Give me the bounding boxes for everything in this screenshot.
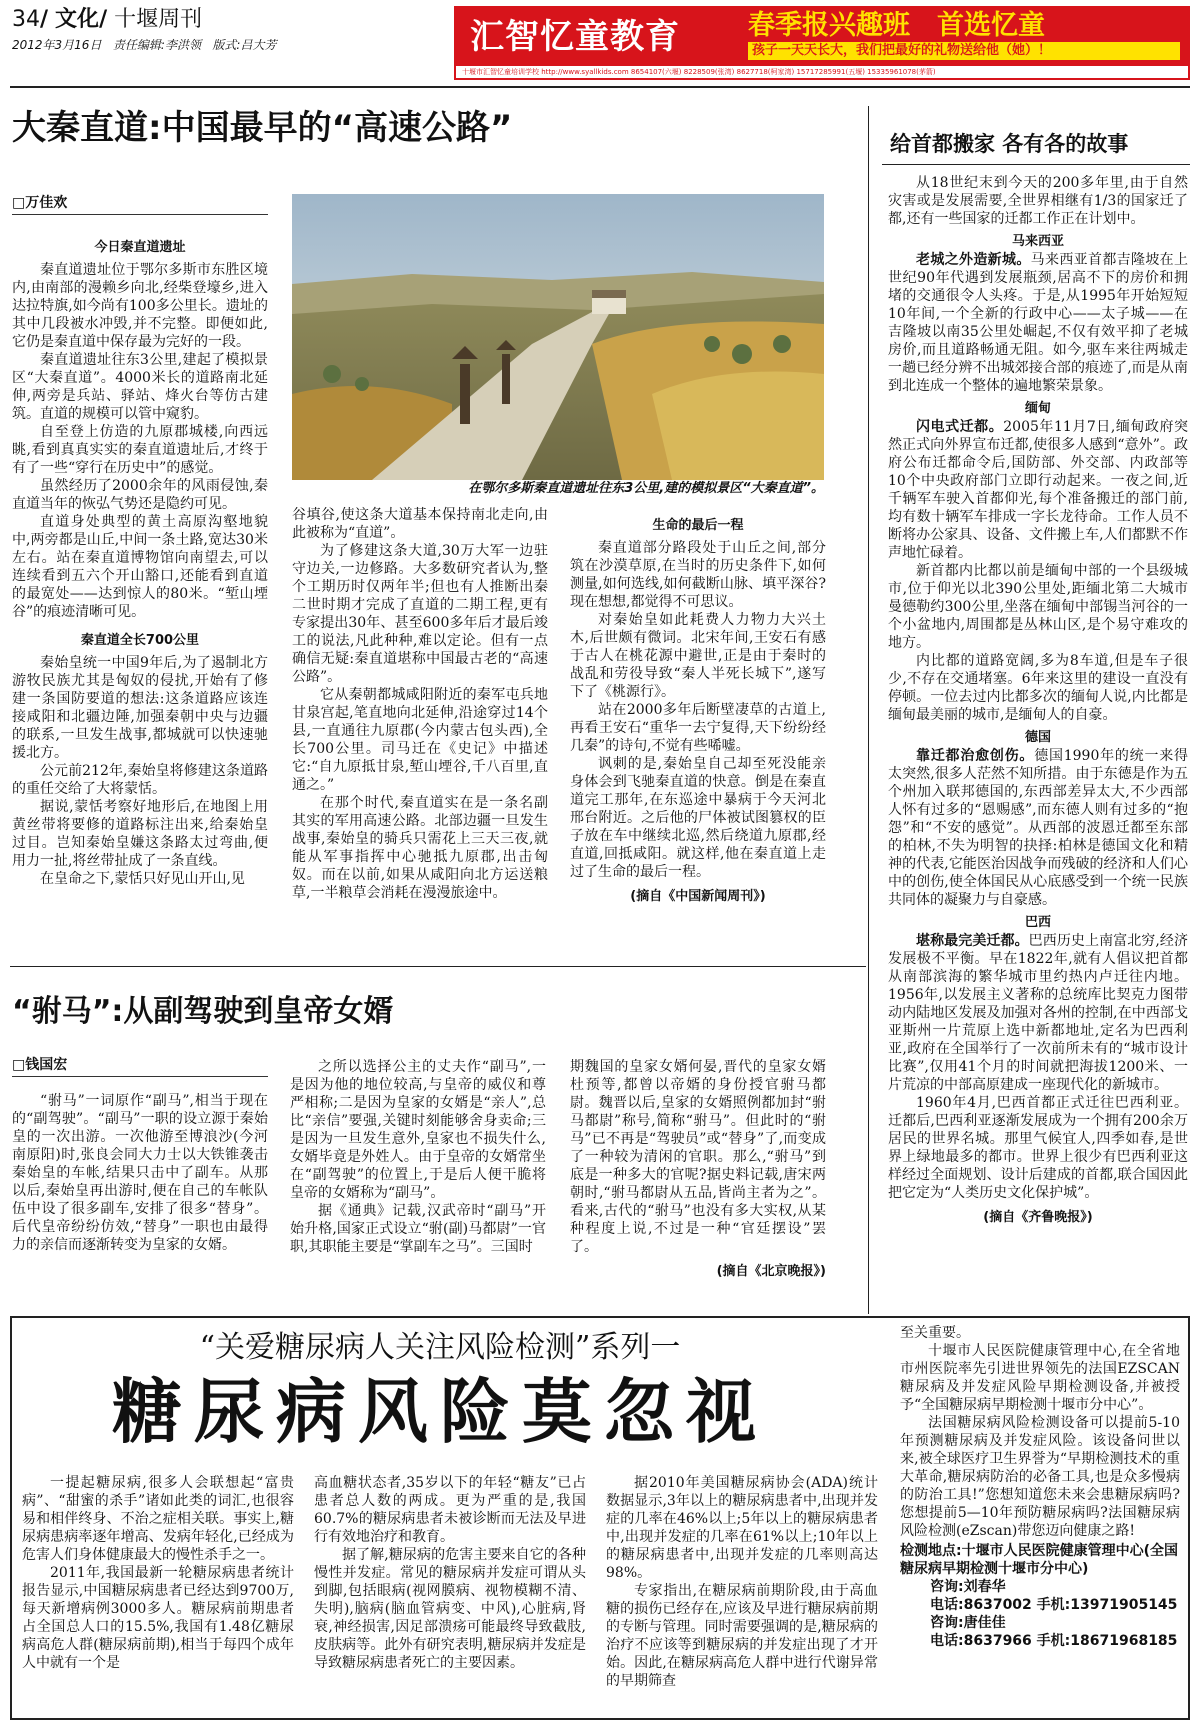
title-rule	[882, 164, 1190, 165]
section-name: 文化	[55, 7, 100, 32]
paragraph: 1960年4月,巴西首都正式迁往巴西利亚。迁都后,巴西利亚逐渐发展成为一个拥有200余万居民的世界名城。那里气候宜人,四季如春,是世界上绿地最多的都市。世界上很少有巴西利亚这样经过全面规划、设计后建成的首都,联合国因此把它定为“人类历史文化保护城”。	[888, 1095, 1188, 1201]
section-lead: 老城之外造新城。	[916, 252, 1031, 268]
paragraph: 2005年11月7日,缅甸政府突然正式向外界宣布迁都,使很多人感到“意外”。政府公布迁都命令后,国防部、外交部、内政部等10个中央政府部门立即行动起来。一夜之间,近千辆军车驶入首都仰光,每个准备搬迁的部门前,均有数十辆军车排成一字长龙待命。工作人员不断将办公家具、设备、文件搬上车,人们都默不作声地忙碌着。	[888, 419, 1188, 561]
ad-headline: 春季报兴趣班 首选忆童	[748, 10, 1045, 41]
article1-photo	[292, 194, 824, 480]
paragraph: 讽刺的是,秦始皇自己却至死没能亲身体会到飞驰秦直道的快意。倒是在秦直道完工那年,在东巡途中暴病于今天河北邢台附近。之后他的尸体被试图篡权的臣子放在车中继续北巡,然后绕道九原郡,经直道,回抵咸阳。就这样,他在秦直道上走过了生命的最后一程。	[570, 756, 826, 880]
paragraph: 秦直道遗址往东3公里,建起了模拟景区“大秦直道”。4000米长的道路南北延伸,两旁是兵站、驿站、烽火台等仿古建筑。直道的规模可以管中窥豹。	[12, 352, 268, 422]
paragraph: 据《通典》记载,汉武帝时“副马”开始升格,国家正式设立“驸(副)马都尉”一官职,其职能主要是“掌副车之马”。三国时	[290, 1203, 546, 1255]
paragraph: 德国1990年的统一来得太突然,很多人茫然不知所措。由于东德是作为五个州加入联邦德国的,东西部差异太大,不少西部人怀有过多的“恩赐感”,而东德人则有过多的“抱怨”和“不安的感觉”。从西部的波恩迁都至东部的柏林,不失为明智的抉择:柏林是德国文化和精神的代表,它能医治因战争而残破的经济和人们心中的创伤,使全体国民从心底感受到一个统一民族共同体的凝聚力与自豪感。	[888, 748, 1188, 908]
paragraph: 自至登上仿造的九原郡城楼,向西远眺,看到真真实实的秦直道遗址后,才终于有了一些“穿行在历史中”的感觉。	[12, 424, 268, 476]
ad-banner[interactable]	[454, 6, 1190, 80]
article1-col2	[292, 506, 548, 902]
article3-source: (摘自《齐鲁晚报》)	[983, 1210, 1093, 1225]
article4-col4	[900, 1324, 1180, 1650]
test-location: 检测地点:十堰市人民医院健康管理中心(全国糖尿病早期检测十堰市分中心)	[900, 1543, 1178, 1577]
article2-col2	[290, 1058, 546, 1256]
paragraph: 秦直道部分路段处于山丘之间,部分筑在沙漠草原,在当时的历史条件下,如何测量,如何选线,如何截断山脉、填平深谷?现在想想,都觉得不可思议。	[570, 540, 826, 610]
article1-col1	[12, 228, 268, 888]
article4-kicker: “关爱糖尿病人关注风险检测”系列一	[199, 1330, 681, 1365]
contact-phone: 电话:8637966 手机:18671968185	[930, 1633, 1178, 1649]
paragraph: 据说,蒙恬考察好地形后,在地图上用黄丝带将要修的道路标注出来,给秦始皇过目。岂知秦始皇嫌这条路太过弯曲,便用力一扯,将丝带扯成了一条直线。	[12, 799, 268, 869]
paragraph: 站在2000多年后断壁凄草的古道上,再看王安石“重华一去宁复得,天下纷纷经几秦”的诗句,不觉有些唏嘘。	[570, 702, 826, 754]
paragraph: 据2010年美国糖尿病协会(ADA)统计数据显示,3年以上的糖尿病患者中,出现并发症的几率在46%以上;5年以上的糖尿病患者中,出现并发症的几率在61%以上;10年以上的糖尿病患者中,出现并发症的几率则高达98%。	[606, 1475, 878, 1581]
paragraph: 谷填谷,使这条大道基本保持南北走向,由此被称为“直道”。	[292, 507, 548, 541]
section-heading: 德国	[1024, 730, 1051, 745]
paragraph: 在皇命之下,蒙恬只好见山开山,见	[40, 871, 245, 887]
section-heading: 缅甸	[1024, 401, 1051, 416]
paragraph: 期魏国的皇家女婿何晏,晋代的皇家女婿杜预等,都曾以帝婿的身份授官驸马都尉。魏晋以后,皇家的女婿照例都加封“驸马都尉”称号,简称“驸马”。但此时的“驸马”已不再是“驾驶员”或“替身”了,而变成了一种较为清闲的官职。那么,“驸马”到底是一种多大的官呢?据史料记载,唐宋两朝时,“驸马都尉从五品,皆尚主者为之”。看来,古代的“驸马”也没有多大实权,从某种程度上说,不过是一种“官廷摆设”罢了。	[570, 1059, 826, 1255]
contact-block	[900, 1542, 1180, 1650]
paragraph: 内比都的道路宽阔,多为8车道,但是车子很少,不存在交通堵塞。6年来这里的建设一直没有停顿。一位去过内比都多次的缅甸人说,内比都是缅甸最美丽的城市,是缅甸人的自豪。	[888, 653, 1188, 723]
page-number: 34	[12, 7, 40, 32]
article2-byline: □钱国宏	[12, 1054, 268, 1077]
paragraph: 巴西历史上南富北穷,经济发展极不平衡。早在1822年,就有人倡议把首都从南部滨海的繁华城市里约热内卢迁往内地。1956年,以发展主义著称的总统库比契克力图带动内陆地区发展及加强对各州的控制,在中西部戈亚斯州一片荒原上选中新都地址,定名为巴西利亚,政府在全国举行了一次前所未有的“城市设计比赛”,仅用41个月的时间就把海拔1200米、一片荒凉的中部高原建成一座现代化的新城市。	[888, 933, 1189, 1093]
contact-person: 咨询:唐佳佳	[930, 1615, 1006, 1631]
paragraph: 之所以选择公主的丈夫作“副马”,一是因为他的地位较高,与皇帝的威仪和尊严相称;二是因为皇家的女婿是“亲人”,总比“亲信”要强,关键时刻能够舍身卖命;三是因为一旦发生意外,皇家也不损失什么,女婿毕竟是外姓人。由于皇帝的女婿常坐在“副驾驶”的位置上,于是后人便干脆将皇帝的女婿称为“副马”。	[290, 1059, 546, 1201]
contact-phone: 电话:8637002 手机:13971905145	[930, 1597, 1178, 1613]
article2-col1	[12, 1092, 268, 1254]
section-heading: 巴西	[1024, 915, 1051, 930]
issue-date: 2012年3月16日	[12, 38, 102, 52]
photo-caption: 在鄂尔多斯秦直道遗址往东3公里,建的模拟景区“大秦直道”。	[468, 481, 824, 496]
article2-source: (摘自《北京晚报》)	[716, 1264, 826, 1279]
paragraph: 在那个时代,秦直道实在是一条名副其实的军用高速公路。北部边疆一旦发生战事,秦始皇的骑兵只需花上三天三夜,就能从军事指挥中心驰抵九原郡,出击匈奴。而在以前,如果从咸阳向北方运送粮草,一半粮草会消耗在漫漫旅途中。	[292, 795, 548, 901]
masthead: 34/ 文化/ 十堰周刊 2012年3月16日 责任编辑:李洪领 版式:吕大芳	[12, 7, 277, 52]
paragraph: 为了修建这条大道,30万大军一边驻守边关,一边修路。大多数研究者认为,整个工期历时仅两年半;但也有人推断出秦二世时期才完成了直道的二期工程,更有专家提出30年、甚至600多年后才最后竣工的说法,凡此种种,难以定论。但有一点确信无疑:秦直道堪称中国最古老的“高速公路”。	[292, 543, 548, 685]
paragraph: 据了解,糖尿病的危害主要来自它的各种慢性并发症。常见的糖尿病并发症可谓从头到脚,包括眼病(视网膜病、视物模糊不清、失明),脑病(脑血管病变、中风),心脏病,肾衰,神经损害,因足部溃疡可能最终导致截肢,皮肤病等。此外有研究表明,糖尿病并发症是导致糖尿病患者死亡的主要因素。	[314, 1547, 586, 1671]
layout-credit: 版式:吕大芳	[212, 38, 277, 52]
paragraph: 至关重要。	[900, 1325, 970, 1341]
paragraph: 秦直道遗址位于鄂尔多斯市东胜区境内,由南部的漫赖乡向北,经柴登壕乡,进入达拉特旗,如今尚有100多公里长。遗址的其中几段被水冲毁,并不完整。即便如此,它仍是秦直道中保存最为完好的一段。	[12, 262, 268, 350]
section-heading: 马来西亚	[1011, 234, 1064, 249]
article1-col3	[570, 514, 826, 904]
contact-person: 咨询:刘春华	[930, 1579, 1006, 1595]
paragraph: 秦始皇统一中国9年后,为了遏制北方游牧民族尤其是匈奴的侵扰,开始有了修建一条国防要道的想法:这条道路应该连接咸阳和北疆边陲,加强秦朝中央与边疆的联系,一旦发生战事,都城就可以快速驰援北方。	[12, 655, 268, 761]
paragraph: 对秦始皇如此耗费人力物力大兴土木,后世颇有微词。北宋年间,王安石有感于古人在桃花源中避世,正是由于秦时的战乱和劳役导致“秦人半死长城下”,遂写下了《桃源行》。	[570, 612, 826, 700]
article1-subhead2: 秦直道全长700公里	[80, 633, 200, 648]
paragraph: “驸马”一词原作“副马”,相当于现在的“副驾驶”。“副马”一职的设立源于秦始皇的一次出游。一次他游至博浪沙(今河南原阳)时,张良会同大力士以大铁锥袭击秦始皇的车帐,结果只击中了副车。从那以后,秦始皇再出游时,便在自己的车帐队伍中设了很多副车,安排了很多“替身”。后代皇帝纷纷仿效,“替身”一职也由最得力的亲信而逐渐转变为皇家的女婿。	[12, 1093, 268, 1253]
paragraph: 马来西亚首都吉隆坡在上世纪90年代遇到发展瓶颈,居高不下的房价和拥堵的交通很令人头疼。于是,从1995年开始短短10年间,一个全新的行政中心——太子城——在吉隆坡以南35公里处崛起,不仅有效平抑了老城房价,而且道路畅通无阻。如今,驱车来往两城走一趟已经分辨不出城郊接合部的痕迹了,而是从南到北连成一个整体的遍地繁荣景象。	[888, 252, 1189, 394]
paragraph: 专家指出,在糖尿病前期阶段,由于高血糖的损伤已经存在,应该及早进行糖尿病前期的专断与管理。同时需要强调的是,糖尿病的治疗不应该等到糖尿病的并发症出现了才开始。因此,在糖尿病高危人群中进行代谢异常的早期筛查	[606, 1583, 878, 1689]
landscape-photo-illustration	[292, 194, 824, 480]
paragraph: 从18世纪末到今天的200多年里,由于自然灾害或是发展需要,全世界相继有1/3的国家迁了都,还有一些国家的迁都工作正在计划中。	[888, 175, 1188, 227]
ad-slogan: 孩子一天天长大，我们把最好的礼物送给他（她）！	[748, 42, 1180, 60]
section-lead: 堪称最完美迁都。	[916, 933, 1029, 949]
article2-title: “驸马”:从副驾驶到皇帝女婿	[12, 994, 394, 1029]
paragraph: 法国糖尿病风险检测设备可以提前5-10年预测糖尿病及并发症风险。该设备问世以来,被全球医疗卫生界誉为“早期检测技术的重大革命,糖尿病防治的必备工具,也是众多慢病的防治工具!”您想知道您未来会患糖尿病吗?您想提前5—10年预防糖尿病吗?法国糖尿病风险检测(eZscan)带您迈向健康之路!	[900, 1415, 1180, 1539]
article1-byline: □万佳欢	[12, 192, 268, 215]
paragraph: 虽然经历了2000余年的风雨侵蚀,秦直道当年的恢弘气势还是隐约可见。	[12, 478, 268, 512]
publication-name: 十堰周刊	[114, 7, 203, 32]
paragraph: 新首都内比都以前是缅甸中部的一个县级城市,位于仰光以北390公里处,距缅北第二大城市曼德勒约300公里,坐落在缅甸中部锡当河谷的一个小盆地内,周围都是丛林山区,是个易守难攻的地方。	[888, 563, 1188, 651]
article4-col3	[606, 1474, 878, 1690]
divider	[10, 966, 866, 967]
column-divider	[868, 106, 869, 1314]
paragraph: 高血糖状态者,35岁以下的年轻“糖友”已占患者总人数的两成。更为严重的是,我国60.7%的糖尿病患者未被诊断而无法及早进行有效地治疗和教育。	[314, 1475, 586, 1545]
article1-subhead1: 今日秦直道遗址	[94, 240, 186, 255]
ad-footer: 十堰市汇智忆童培训学校 http://www.syallkids.com 8654107(六堰) 8228509(张湾) 8627718(柯家湾) 15717285991(五堰) 15335961078(茅箭)	[462, 68, 936, 76]
article4-col1	[22, 1474, 294, 1672]
article2-col3	[570, 1058, 826, 1279]
paragraph: 它从秦朝都城咸阳附近的秦军屯兵地甘泉宫起,笔直地向北延伸,沿途穿过14个县,一直通往九原郡(今内蒙古包头西),全长700公里。司马迁在《史记》中描述它:“自九原抵甘泉,堑山堙谷,千八百里,直通之。”	[292, 687, 548, 793]
article3-title: 给首都搬家 各有各的故事	[890, 132, 1129, 156]
section-lead: 闪电式迁都。	[916, 419, 1004, 435]
section-lead: 靠迁都治愈创伤。	[916, 748, 1035, 764]
article1-source: (摘自《中国新闻周刊》)	[630, 889, 766, 904]
article1-title: 大秦直道:中国最早的“高速公路”	[12, 108, 513, 148]
paragraph: 2011年,我国最新一轮糖尿病患者统计报告显示,中国糖尿病患者已经达到9700万,每天新增病例3000多人。糖尿病前期患者占全国总人口的15.5%,我国有1.48亿糖尿病高危人群(糖尿病前期),相当于每四个成年人中就有一个是	[22, 1565, 294, 1671]
paragraph: 十堰市人民医院健康管理中心,在全省地市州医院率先引进世界领先的法国EZSCAN糖尿病及并发症风险早期检测设备,并被授予“全国糖尿病早期检测十堰市分中心”。	[900, 1343, 1180, 1413]
article1-subhead3: 生命的最后一程	[652, 518, 744, 533]
article4-title: 糖尿病风险莫忽视	[112, 1371, 768, 1453]
article4-col2	[314, 1474, 586, 1672]
paragraph: 公元前212年,秦始皇将修建这条道路的重任交给了大将蒙恬。	[12, 763, 268, 797]
header-rule	[10, 86, 1190, 88]
article3-body	[888, 174, 1188, 1225]
paragraph: 直道身处典型的黄土高原沟壑地貌中,两旁都是山丘,中间一条土路,宽达30米左右。站在秦直道博物馆向南望去,可以连续看到五六个开山豁口,还能看到直道的最宽处——达到惊人的80米。“堑山堙谷”的痕迹清晰可见。	[12, 514, 268, 620]
editor-credit: 责任编辑:李洪领	[112, 38, 201, 52]
ad-brand: 汇智忆童教育	[456, 8, 740, 66]
paragraph: 一提起糖尿病,很多人会联想起“富贵病”、“甜蜜的杀手”诸如此类的词汇,也很容易和相伴终身、不治之症相关联。事实上,糖尿病患病率逐年增高、发病年轻化,已经成为危害人们身体健康最大的慢性杀手之一。	[22, 1475, 294, 1563]
